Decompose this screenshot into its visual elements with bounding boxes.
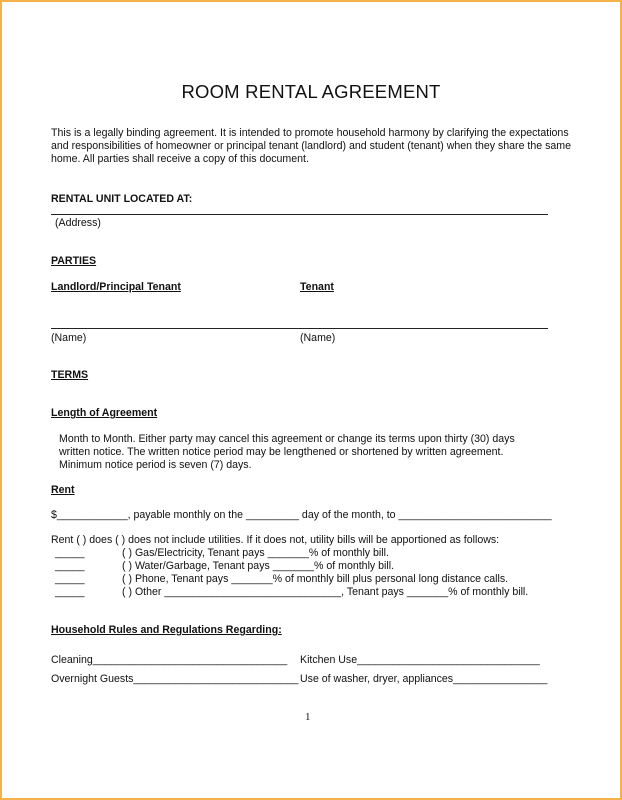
rule-overnight-guests: Overnight Guests____________________________	[51, 673, 299, 685]
parties-heading: PARTIES	[51, 255, 97, 267]
utilities-intro: Rent ( ) does ( ) does not include utilities. If it does not, utility bills will be apportioned as follows:	[51, 534, 500, 546]
utility-item-phone: ( ) Phone, Tenant pays _______% of monthly bill plus personal long distance calls.	[122, 573, 509, 585]
tenant-name-caption: (Name)	[300, 332, 336, 344]
rent-line: $____________, payable monthly on the _________ day of the month, to __________________________	[51, 509, 552, 521]
utility-blank: _____	[55, 586, 85, 598]
landlord-label: Landlord/Principal Tenant	[51, 281, 181, 293]
document-title: ROOM RENTAL AGREEMENT	[181, 81, 441, 102]
page-number: 1	[305, 711, 311, 723]
address-caption: (Address)	[55, 217, 101, 229]
utility-item-water: ( ) Water/Garbage, Tenant pays _______% of monthly bill.	[122, 560, 395, 572]
utility-blank: _____	[55, 573, 85, 585]
household-rules-heading: Household Rules and Regulations Regarding:	[51, 624, 282, 636]
length-line-2: written notice. The written notice period may be lengthened or shortened by written agreement.	[59, 446, 504, 458]
address-line[interactable]	[51, 214, 548, 215]
rule-washer-dryer: Use of washer, dryer, appliances________________	[300, 673, 548, 685]
intro-paragraph: This is a legally binding agreement. It is intended to promote household harmony by clarifying the expectations and responsibilities of homeowner or principal tenant (landlord) and student (tenant) when they share the same home. All parties shall receive a copy of this document.	[51, 127, 571, 165]
name-signature-line[interactable]	[51, 328, 548, 329]
rent-heading: Rent	[51, 484, 75, 496]
utility-blank: _____	[55, 547, 85, 559]
utility-item-gas: ( ) Gas/Electricity, Tenant pays _______% of monthly bill.	[122, 547, 389, 559]
utility-blank: _____	[55, 560, 85, 572]
length-of-agreement-heading: Length of Agreement	[51, 407, 158, 419]
rule-cleaning: Cleaning_________________________________	[51, 654, 288, 666]
tenant-label: Tenant	[300, 281, 334, 293]
length-line-3: Minimum notice period is seven (7) days.	[59, 459, 252, 471]
landlord-name-caption: (Name)	[51, 332, 87, 344]
length-line-1: Month to Month. Either party may cancel this agreement or change its terms upon thirty (30) days	[59, 433, 515, 445]
rental-unit-heading: RENTAL UNIT LOCATED AT:	[51, 193, 193, 205]
rule-kitchen-use: Kitchen Use_______________________________	[300, 654, 540, 666]
utility-item-other: ( ) Other ______________________________, Tenant pays _______% of monthly bill.	[122, 586, 529, 598]
terms-heading: TERMS	[51, 369, 89, 381]
